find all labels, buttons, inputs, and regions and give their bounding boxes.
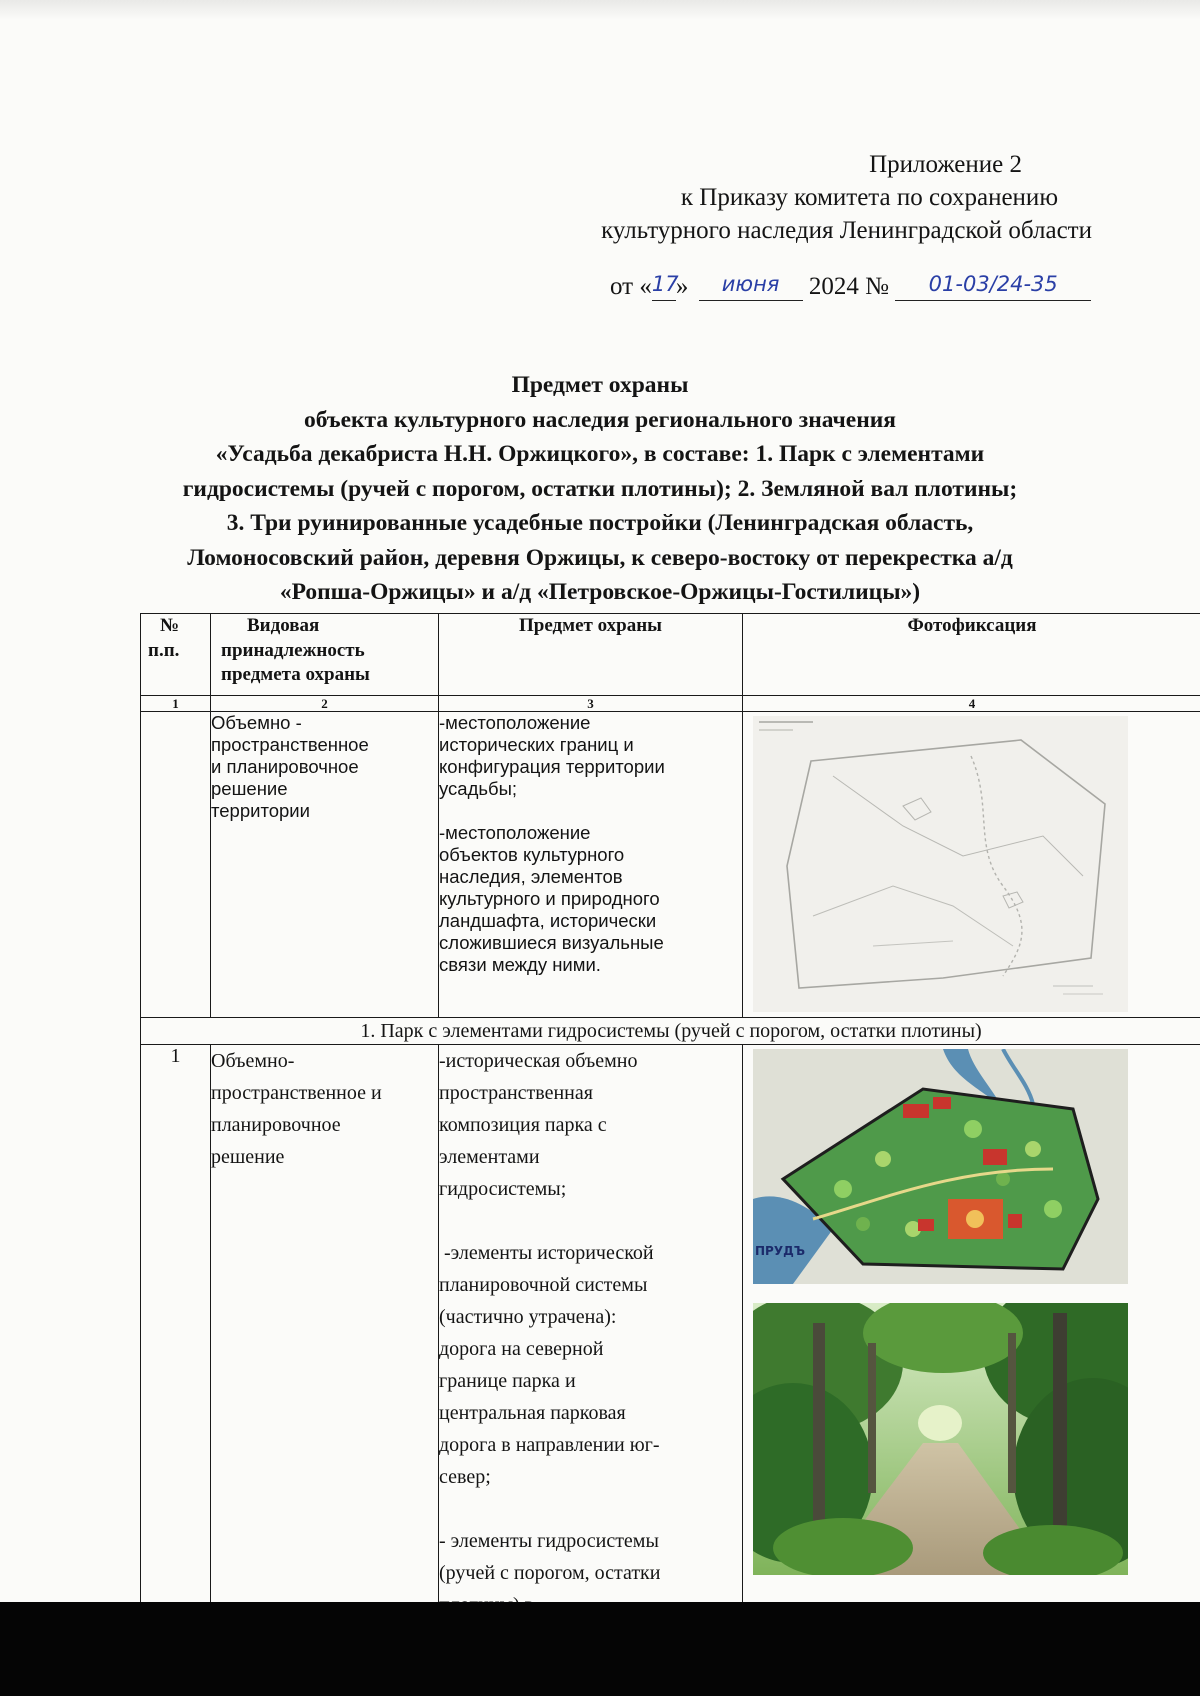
title-line-5: 3. Три руинированные усадебные постройки (Ленинградская область, [226,510,974,536]
subject-line: - элементы гидросистемы [439,1530,659,1552]
type-line: решение [211,1146,285,1168]
row-type-cell [211,712,439,1018]
title-line-2: объекта культурного наследия регионального значения [303,406,897,433]
type-line: территории [211,800,310,821]
table-row-park [141,1045,1200,1686]
header-photo: Фотофиксация [743,614,1200,696]
subject-line: связи между ними. [439,954,601,975]
subject-line: -элементы исторической [439,1242,654,1264]
subject-line: ландшафта, исторически [439,910,657,931]
subject-line: (ручей с порогом, остатки [439,1562,661,1584]
subject-line: пространственная [439,1082,593,1104]
date-year-no: 2024 № [808,273,889,300]
handwritten-day: 17 [652,272,676,301]
handwritten-order-number: 01-03/24-35 [895,272,1091,301]
handwritten-month: июня [699,272,803,301]
header-type-line-2: принадлежность [221,639,365,661]
column-number: 4 [743,696,1200,712]
park-plan-image [753,1049,1128,1284]
subject-paragraph [439,1045,742,1205]
document-title [0,368,1200,610]
appendix-line-1: Приложение 2 [869,151,1022,178]
map-label-pond: ПРУДЪ [755,1244,806,1258]
date-mid: » [675,273,689,300]
header-subject: Предмет охраны [439,614,743,696]
row-number: 1 [141,1045,211,1686]
subject-line: сложившиеся визуальные [439,932,664,953]
type-line: пространственное [211,734,369,755]
subject-line: центральная парковая [439,1402,626,1424]
table-header-row [141,614,1200,696]
photo-cell-park [743,1045,1200,1686]
photo-cell-historical-plan [743,712,1200,1018]
order-date-line [610,272,1091,301]
subject-line: элементами [439,1146,540,1168]
header-type-line-3: предмета охраны [221,664,370,685]
scan-shadow-bottom [0,1602,1200,1696]
title-line-1: Предмет охраны [511,372,689,398]
park-alley-photo [753,1303,1128,1575]
subject-line: конфигурация территории [439,756,665,777]
header-type [211,614,439,696]
appendix-line-3: культурного наследия Ленинградской области [601,217,1092,244]
column-number: 1 [141,696,211,712]
column-number: 2 [211,696,439,712]
column-numbers-row [141,696,1200,712]
subject-line: композиция парка с [439,1114,607,1136]
title-line-3: «Усадьба декабриста Н.Н. Оржицкого», в составе: 1. Парк с элементами [215,441,985,467]
subject-line: наследия, элементов [439,866,623,887]
type-line: решение [211,778,288,799]
protection-subject-table [140,613,1200,1686]
subject-line: гидросистемы; [439,1178,567,1200]
subject-line: планировочной системы [439,1274,648,1296]
subject-paragraph [439,712,742,800]
section-title: 1. Парк с элементами гидросистемы (ручей с порогом, остатки плотины) [141,1018,1200,1045]
subject-line: -историческая объемно [439,1050,638,1072]
date-prefix: от « [610,273,652,300]
subject-line: север; [439,1466,491,1488]
subject-line: дорога в направлении юг- [439,1434,660,1456]
row-subject-cell [439,712,743,1018]
type-line: Объемно- [211,1050,295,1072]
column-number: 3 [439,696,743,712]
title-line-6: Ломоносовский район, деревня Оржицы, к северо-востоку от перекрестка а/д [187,544,1013,571]
header-number [141,614,211,696]
type-line: пространственное и [211,1082,382,1104]
type-line: Объемно - [211,712,302,733]
historical-plan-image [753,716,1128,1012]
header-number-line-2: п.п. [148,639,180,661]
subject-line: культурного и природного [439,888,660,909]
subject-line: -местоположение [439,822,591,843]
appendix-line-2: к Приказу комитета по сохранению [680,184,1058,211]
row-type-cell [211,1045,439,1686]
subject-line: исторических границ и [439,734,634,755]
title-line-7: «Ропша-Оржицы» и а/д «Петровское-Оржицы-Гостилицы») [279,579,921,605]
header-type-line-1: Видовая [247,615,320,636]
subject-paragraph [439,822,742,976]
subject-line: объектов культурного [439,844,625,865]
subject-line: дорога на северной [439,1338,604,1360]
row-number-empty [141,712,211,1018]
type-line: и планировочное [211,756,359,777]
section-row [141,1018,1200,1045]
title-line-4: гидросистемы (ручей с порогом, остатки плотины); 2. Земляной вал плотины; [182,475,1018,502]
subject-line: -местоположение [439,712,591,733]
header-number-line-1: № [160,615,180,636]
scan-shadow-top [0,0,1200,20]
row-subject-cell [439,1045,743,1686]
appendix-header [601,148,1092,247]
table-row-general [141,712,1200,1018]
subject-paragraph [439,1237,742,1493]
subject-line: усадьбы; [439,778,518,799]
type-line: планировочное [211,1114,341,1136]
subject-line: (частично утрачена): [439,1306,617,1328]
subject-line: границе парка и [439,1370,576,1392]
